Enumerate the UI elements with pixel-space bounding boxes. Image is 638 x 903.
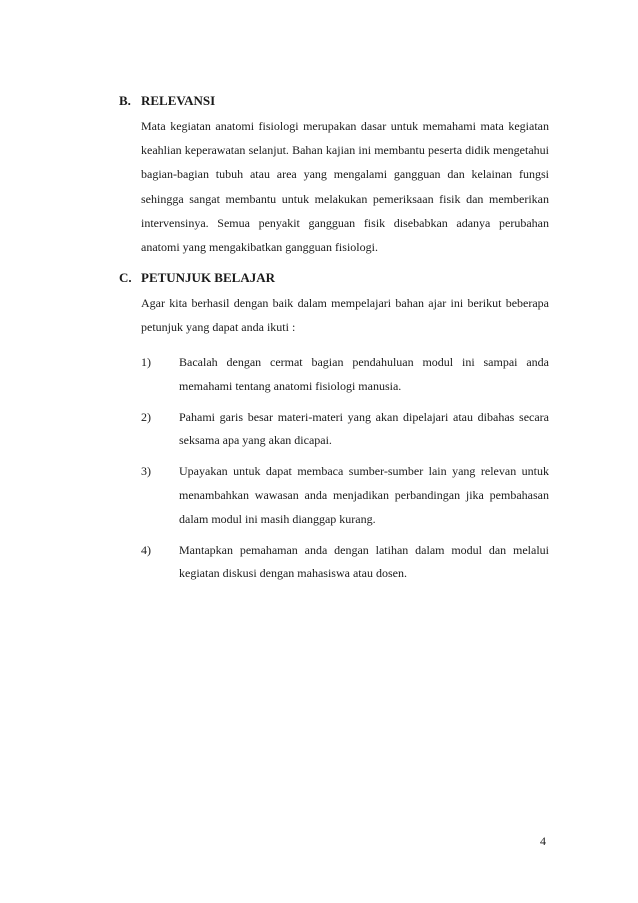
list-item-text: Pahami garis besar materi-materi yang akan dipelajari atau dibahas secara seksama apa yang akan dicapai. [179,409,549,448]
petunjuk-list [141,351,549,586]
section-title: RELEVANSI [141,93,216,108]
list-item [141,406,549,454]
section-heading [119,93,549,109]
list-item-number: 2) [141,409,151,424]
list-item-number: 3) [141,464,151,479]
section-petunjuk-belajar [119,270,549,602]
list-item [141,460,549,531]
section-title: PETUNJUK BELAJAR [141,270,275,285]
page-number: 4 [540,834,546,848]
section-letter: C. [119,270,132,285]
list-item-text: Upayakan untuk dapat membaca sumber-sumber lain yang relevan untuk menambahkan wawasan anda menjadikan perbandingan jika pembahasan dalam modul ini masih dianggap kurang. [179,464,549,526]
petunjuk-intro-paragraph: Agar kita berhasil dengan baik dalam mempelajari bahan ajar ini berikut beberapa petunjuk yang dapat anda ikuti : [141,296,549,334]
list-item-text: Bacalah dengan cermat bagian pendahuluan modul ini sampai anda memahami tentang anatomi fisiologi manusia. [179,355,549,393]
section-heading [119,270,549,286]
list-item [141,351,549,399]
list-item-text: Mantapkan pemahaman anda dengan latihan dalam modul dan melalui kegiatan diskusi dengan mahasiswa atau dosen. [179,542,549,581]
section-relevansi [119,93,549,271]
list-item-number: 1) [141,355,151,369]
list-item [141,539,549,587]
relevansi-paragraph: Mata kegiatan anatomi fisiologi merupakan dasar untuk memahami mata kegiatan keahlian keperawatan selanjut. Bahan kajian ini membantu peserta didik mengetahui bagian-bagian tubuh atau area yang mengalami gangguan dan kelainan fungsi sehingga sangat membantu untuk melakukan pemeriksaan fisik dan memberikan intervensinya. Semua penyakit gangguan fisik disebabkan adanya perubahan anatomi yang mengakibatkan gangguan fisiologi. [141,119,549,255]
section-letter: B. [119,93,131,108]
list-item-number: 4) [141,542,151,557]
